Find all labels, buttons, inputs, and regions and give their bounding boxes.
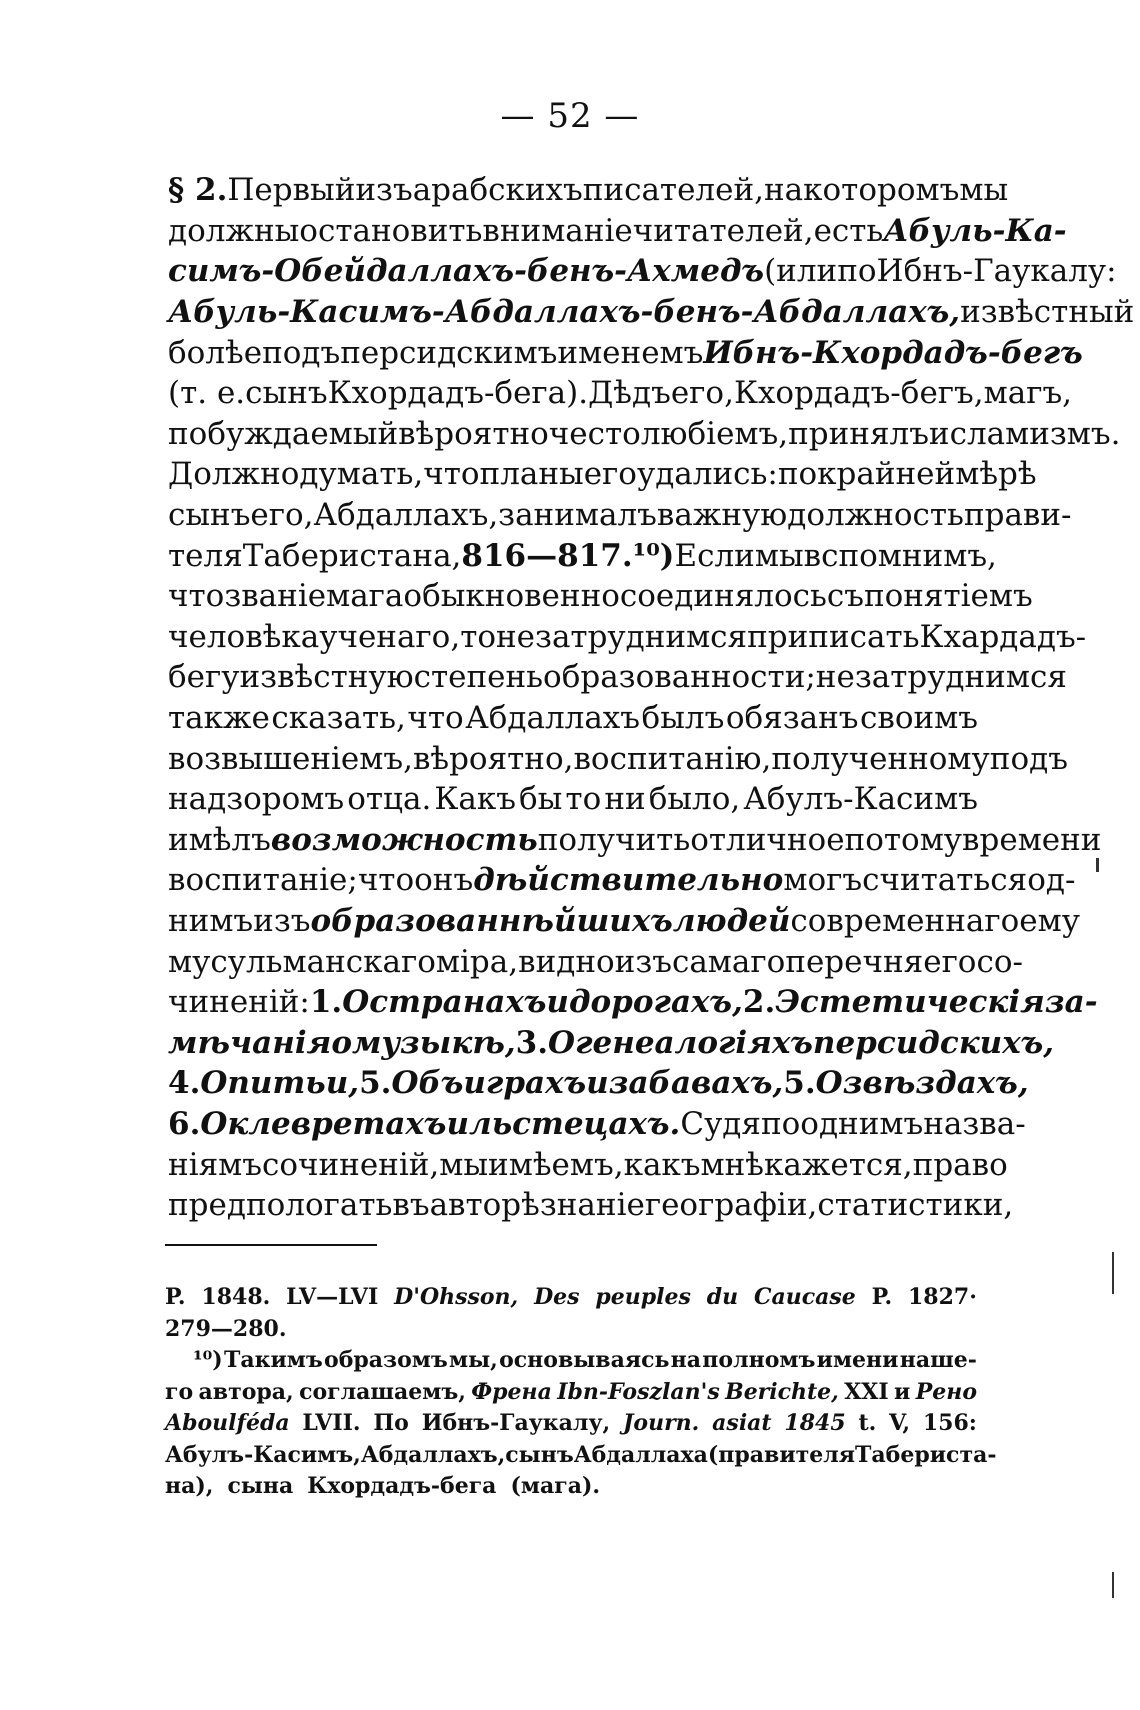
footnote-word: мы, (449, 1347, 498, 1374)
word: онъ (414, 862, 474, 899)
word: 5. (359, 1065, 392, 1102)
word: его, (670, 375, 734, 412)
word: отца. (347, 781, 432, 818)
footnote-word: и (894, 1378, 911, 1405)
word: знаніе (539, 1187, 645, 1224)
word: Абдаллахъ, (753, 294, 961, 331)
text-line (168, 373, 1073, 414)
word: Абдаллахъ, (313, 497, 499, 534)
word: мѣчанія (168, 1024, 332, 1061)
word: человѣка (168, 618, 320, 655)
word: арабскихъ (412, 172, 583, 209)
word: предпологать (168, 1187, 393, 1224)
word: авторѣ (429, 1187, 540, 1224)
word: дорогахъ, (568, 984, 743, 1021)
word: писателей, (582, 172, 764, 209)
word: имѣемъ, (488, 1146, 624, 1183)
word: по (760, 1105, 801, 1142)
page-number: — 52 — (500, 96, 640, 136)
word: самаго (671, 943, 786, 980)
footnote-word: Des (534, 1284, 580, 1311)
text-line (168, 1144, 1008, 1185)
word: статистики, (817, 1187, 1014, 1224)
word: бы (519, 781, 563, 818)
text-line (168, 170, 1009, 211)
word: удались: (636, 456, 778, 493)
word: (т. е. (168, 375, 246, 412)
word: возвышеніемъ, (168, 740, 413, 777)
word: Кхордадъ-бегъ, (733, 375, 984, 412)
word: имѣлъ (168, 821, 271, 858)
word: нимъ (168, 902, 254, 939)
word: въ (392, 1187, 430, 1224)
word: персидскимъ (340, 334, 558, 371)
footnote-word: Ibn-Foszlan's (557, 1378, 720, 1405)
word: мы (754, 537, 804, 574)
word: должны (168, 212, 300, 249)
word: съ (826, 578, 864, 615)
word: обязанъ (725, 700, 859, 737)
word: отличное (690, 821, 845, 858)
text-line (168, 982, 1098, 1023)
word: исламизмъ. (928, 415, 1121, 452)
word: его (583, 456, 637, 493)
footnote-word: имени (816, 1347, 899, 1374)
footnote-word: 279—280. (165, 1315, 287, 1342)
word: льстецахъ. (469, 1105, 681, 1142)
word: то (460, 618, 497, 655)
footnote-word: на), (165, 1473, 214, 1500)
word: которомъ (803, 172, 960, 209)
word: вѣроятно, (412, 740, 574, 777)
footnote-word: Journ. (623, 1410, 700, 1437)
footnote-word: полномъ (702, 1347, 816, 1374)
word: мусульманскаго (168, 943, 436, 980)
footnote-word: образомъ (324, 1347, 448, 1374)
word: что (423, 456, 480, 493)
text-line (168, 495, 1072, 536)
footnote-word: наше- (899, 1347, 977, 1374)
word: симъ-Обейдаллахъ-бенъ-Ахмедъ (168, 253, 765, 290)
word: Какъ (434, 781, 516, 818)
word: за- (1044, 984, 1098, 1021)
word: побуждаемый (168, 415, 399, 452)
word: соединялось (619, 578, 827, 615)
text-line (168, 454, 1037, 495)
word: понятіемъ (863, 578, 1033, 615)
word: Дѣдъ (588, 375, 671, 412)
footnote-line (165, 1282, 977, 1314)
text-line (168, 332, 1083, 373)
word: видно (518, 943, 615, 980)
footnote-word: на (670, 1347, 702, 1374)
word: по (777, 456, 818, 493)
footnote-word: 1848. (201, 1284, 271, 1311)
word: изъ (614, 943, 672, 980)
word: Абуль-Касимъ-Абдаллахъ (168, 294, 641, 331)
footnote-word: 156: (922, 1410, 977, 1437)
word: магъ, (983, 375, 1073, 412)
text-line (168, 820, 1102, 861)
text-line (168, 738, 1068, 779)
word: его, (250, 497, 314, 534)
word: обыкновенно (403, 578, 620, 615)
word: надзоромъ (168, 781, 345, 818)
margin-mark (1112, 1572, 1114, 1598)
word: времени (962, 821, 1102, 858)
word: принялъ (788, 415, 929, 452)
word: Объ (391, 1065, 464, 1102)
text-line (168, 576, 1033, 617)
word: 4. (168, 1065, 201, 1102)
word: Должно (168, 456, 300, 493)
main-text (168, 170, 1135, 1225)
word: извѣстную (239, 659, 414, 696)
word: образованности; (543, 659, 816, 696)
word: Ибнъ-Гаукалу: (876, 253, 1117, 290)
footnote-word: автора, (198, 1378, 294, 1405)
word: современнаго (790, 902, 1020, 939)
word: было, (648, 781, 741, 818)
word: крайней (817, 456, 956, 493)
word: Судя (680, 1105, 761, 1142)
word: - (740, 294, 754, 331)
footnote-word: Кхордадъ-бега (307, 1473, 497, 1500)
word: (или (764, 253, 838, 290)
word: не (815, 659, 855, 696)
word: болѣе (168, 334, 263, 371)
footnote-word: P. (871, 1284, 893, 1311)
footnote-word: основываясь (499, 1347, 670, 1374)
text-line (168, 1063, 1029, 1104)
footnotes (165, 1282, 997, 1503)
text-line (168, 1104, 1026, 1145)
footnote-word: Caucase (753, 1284, 856, 1311)
word: О (200, 1105, 228, 1142)
word: питьи, (227, 1065, 360, 1102)
word: однимъ (800, 1105, 924, 1142)
word: - (640, 294, 654, 331)
word: назва- (923, 1105, 1026, 1142)
word: од- (1027, 862, 1076, 899)
word: 1. (309, 984, 343, 1021)
text-line (168, 414, 1121, 455)
word: Абулъ-Касимъ (743, 781, 978, 818)
word: Ибнъ-Кхордадъ-бегъ (703, 334, 1083, 371)
footnote-word: V, (889, 1410, 911, 1437)
margin-mark (1096, 858, 1099, 872)
word: со- (976, 943, 1023, 980)
word: 816—817. (461, 537, 633, 574)
word: странахъ (369, 984, 547, 1021)
footnote-line (165, 1345, 977, 1377)
text-line (168, 251, 1117, 292)
word: О (815, 1065, 843, 1102)
word: сынъ (168, 497, 251, 534)
text-line (168, 657, 1067, 698)
word: и (446, 1105, 469, 1142)
word: ¹⁰) (632, 537, 675, 574)
word: кажется, (764, 1146, 913, 1183)
text-line (168, 535, 997, 576)
word: также (168, 700, 270, 737)
word: Кхардадъ- (919, 618, 1087, 655)
footnote-word: 1845 (784, 1410, 846, 1437)
word: занималъ (498, 497, 657, 534)
text-line (168, 292, 1135, 333)
footnote-word: соглашаемъ, (299, 1378, 466, 1405)
word: Эстетическія (775, 984, 1045, 1021)
footnote-word: t. (858, 1410, 877, 1437)
word: играхъ (463, 1065, 587, 1102)
text-line (168, 1022, 1055, 1063)
word: мнѣ (700, 1146, 764, 1183)
footnote-word: LV—LVI (286, 1284, 379, 1311)
text-line (168, 779, 978, 820)
footnote-word: D'Ohsson, (394, 1284, 519, 1311)
footnote-word: (правителя (707, 1441, 856, 1468)
word: 3. (515, 1024, 549, 1061)
word: думать, (299, 456, 424, 493)
word: не (496, 618, 536, 655)
word: дѣйствительно (473, 862, 784, 899)
footnote-line (165, 1377, 977, 1409)
text-line (168, 617, 1087, 658)
word: о (331, 1024, 352, 1061)
text-line (168, 901, 1080, 942)
footnote-word: ¹⁰) (193, 1347, 223, 1374)
word: ніямъ (168, 1146, 262, 1183)
word: географіи, (644, 1187, 818, 1224)
word: то (565, 781, 602, 818)
footnote-word: Ибнъ-Гаукалу, (421, 1410, 611, 1437)
word: генеалогіяхъ (575, 1024, 813, 1061)
word: бегу (168, 659, 240, 696)
word: могъ (783, 862, 863, 899)
word: забавахъ, (608, 1065, 784, 1102)
word: чиненій: (168, 984, 310, 1021)
word: должность (787, 497, 964, 534)
word: вниманіе (482, 212, 633, 249)
text-line (168, 211, 1067, 252)
footnote-word: Berichte, (725, 1378, 839, 1405)
word: полученному (771, 740, 990, 777)
word: О (200, 1065, 228, 1102)
text-line (168, 860, 1076, 901)
word: 2. (742, 984, 776, 1021)
word: возможность (270, 821, 538, 858)
word: планы (479, 456, 584, 493)
footnote-word: 1827· (908, 1284, 977, 1311)
word: сказать, (271, 700, 406, 737)
word: по (837, 253, 877, 290)
word: мага (326, 578, 404, 615)
word: ученаго, (319, 618, 461, 655)
word: какъ (623, 1146, 701, 1183)
word: на (763, 172, 804, 209)
word: право (912, 1146, 1008, 1183)
word: Таберистана, (242, 537, 462, 574)
word: затруднимся (854, 659, 1067, 696)
footnote-word: го (165, 1378, 194, 1405)
word: изъ (355, 172, 413, 209)
word: получить (537, 821, 691, 858)
word: извѣстный (960, 294, 1135, 331)
word: и (546, 984, 569, 1021)
footnote-separator (165, 1244, 377, 1246)
word: бенъ (653, 294, 741, 331)
footnote-word: Рено (915, 1378, 977, 1405)
word: 5. (783, 1065, 816, 1102)
word: Кхордадъ-бега). (327, 375, 589, 412)
word: Абуль-Ка- (883, 212, 1067, 249)
word: сочиненій, (261, 1146, 440, 1183)
word: персидскихъ, (812, 1024, 1055, 1061)
word: его (923, 943, 977, 980)
text-line (168, 1185, 1014, 1226)
word: Если (674, 537, 755, 574)
footnote-word: XXI (844, 1378, 889, 1405)
word: О (548, 1024, 576, 1061)
footnote-word: du (706, 1284, 739, 1311)
word: сынъ (245, 375, 328, 412)
footnote-line (165, 1471, 977, 1503)
word: прави- (963, 497, 1072, 534)
footnote-word: peuples (595, 1284, 691, 1311)
word: есть (813, 212, 884, 249)
word: Первый (227, 172, 356, 209)
word: остановить (299, 212, 483, 249)
word: 6. (168, 1105, 201, 1142)
footnote-word: Абдаллаха (573, 1441, 708, 1468)
word: подъ (989, 740, 1068, 777)
footnote-word: Aboulféda (165, 1410, 290, 1437)
word: считаться (862, 862, 1028, 899)
word: что (357, 862, 415, 899)
word: вѣроятно (398, 415, 549, 452)
word: именемъ (557, 334, 704, 371)
word: людей (672, 902, 791, 939)
word: образованнѣйшихъ (310, 902, 673, 939)
word: приписать (747, 618, 920, 655)
word: мы (959, 172, 1009, 209)
word: музыкѣ, (352, 1024, 516, 1061)
word: Абдаллахъ (465, 700, 641, 737)
word: О (342, 984, 370, 1021)
footnote-word: asiat (712, 1410, 772, 1437)
footnote-word: Абулъ-Касимъ, (165, 1441, 361, 1468)
word: мѣрѣ (955, 456, 1037, 493)
word: воспитанію, (573, 740, 772, 777)
footnote-word: Абдаллахъ, (360, 1441, 506, 1468)
footnote-word: По (373, 1410, 409, 1437)
word: перечня (785, 943, 924, 980)
text-line (168, 941, 1023, 982)
footnote-word: P. (165, 1284, 186, 1311)
word: вспомнимъ, (803, 537, 997, 574)
footnote-word: сына (227, 1473, 294, 1500)
word: звѣздахъ, (842, 1065, 1029, 1102)
word: ни (604, 781, 646, 818)
footnote-word: Френа (471, 1378, 552, 1405)
word: своимъ (860, 700, 978, 737)
word: читателей, (632, 212, 814, 249)
word: тому (883, 821, 963, 858)
footnote-word: Такимъ (223, 1347, 323, 1374)
footnote-word: LVII. (302, 1410, 361, 1437)
footnote-line (165, 1314, 977, 1346)
footnote-line (165, 1408, 977, 1440)
word: воспитаніе; (168, 862, 358, 899)
word: изъ (253, 902, 311, 939)
text-line (168, 698, 978, 739)
word: § 2. (168, 172, 228, 209)
word: ему (1019, 902, 1080, 939)
word: и (586, 1065, 609, 1102)
word: степень (413, 659, 544, 696)
word: званіе (224, 578, 327, 615)
word: подъ (262, 334, 341, 371)
word: затруднимся (535, 618, 748, 655)
word: клевретахъ (227, 1105, 447, 1142)
word: мы (439, 1146, 489, 1183)
word: что (168, 578, 225, 615)
margin-mark (1112, 1252, 1114, 1294)
word: былъ (641, 700, 725, 737)
word: по (844, 821, 884, 858)
word: что (407, 700, 464, 737)
footnote-word: сынъ (505, 1441, 574, 1468)
footnote-word: (мага). (510, 1473, 601, 1500)
footnote-word: Таберистa- (855, 1441, 997, 1468)
word: честолюбіемъ, (548, 415, 789, 452)
word: важную (656, 497, 788, 534)
footnote-line (165, 1440, 997, 1472)
word: міра, (435, 943, 519, 980)
word: теля (168, 537, 243, 574)
